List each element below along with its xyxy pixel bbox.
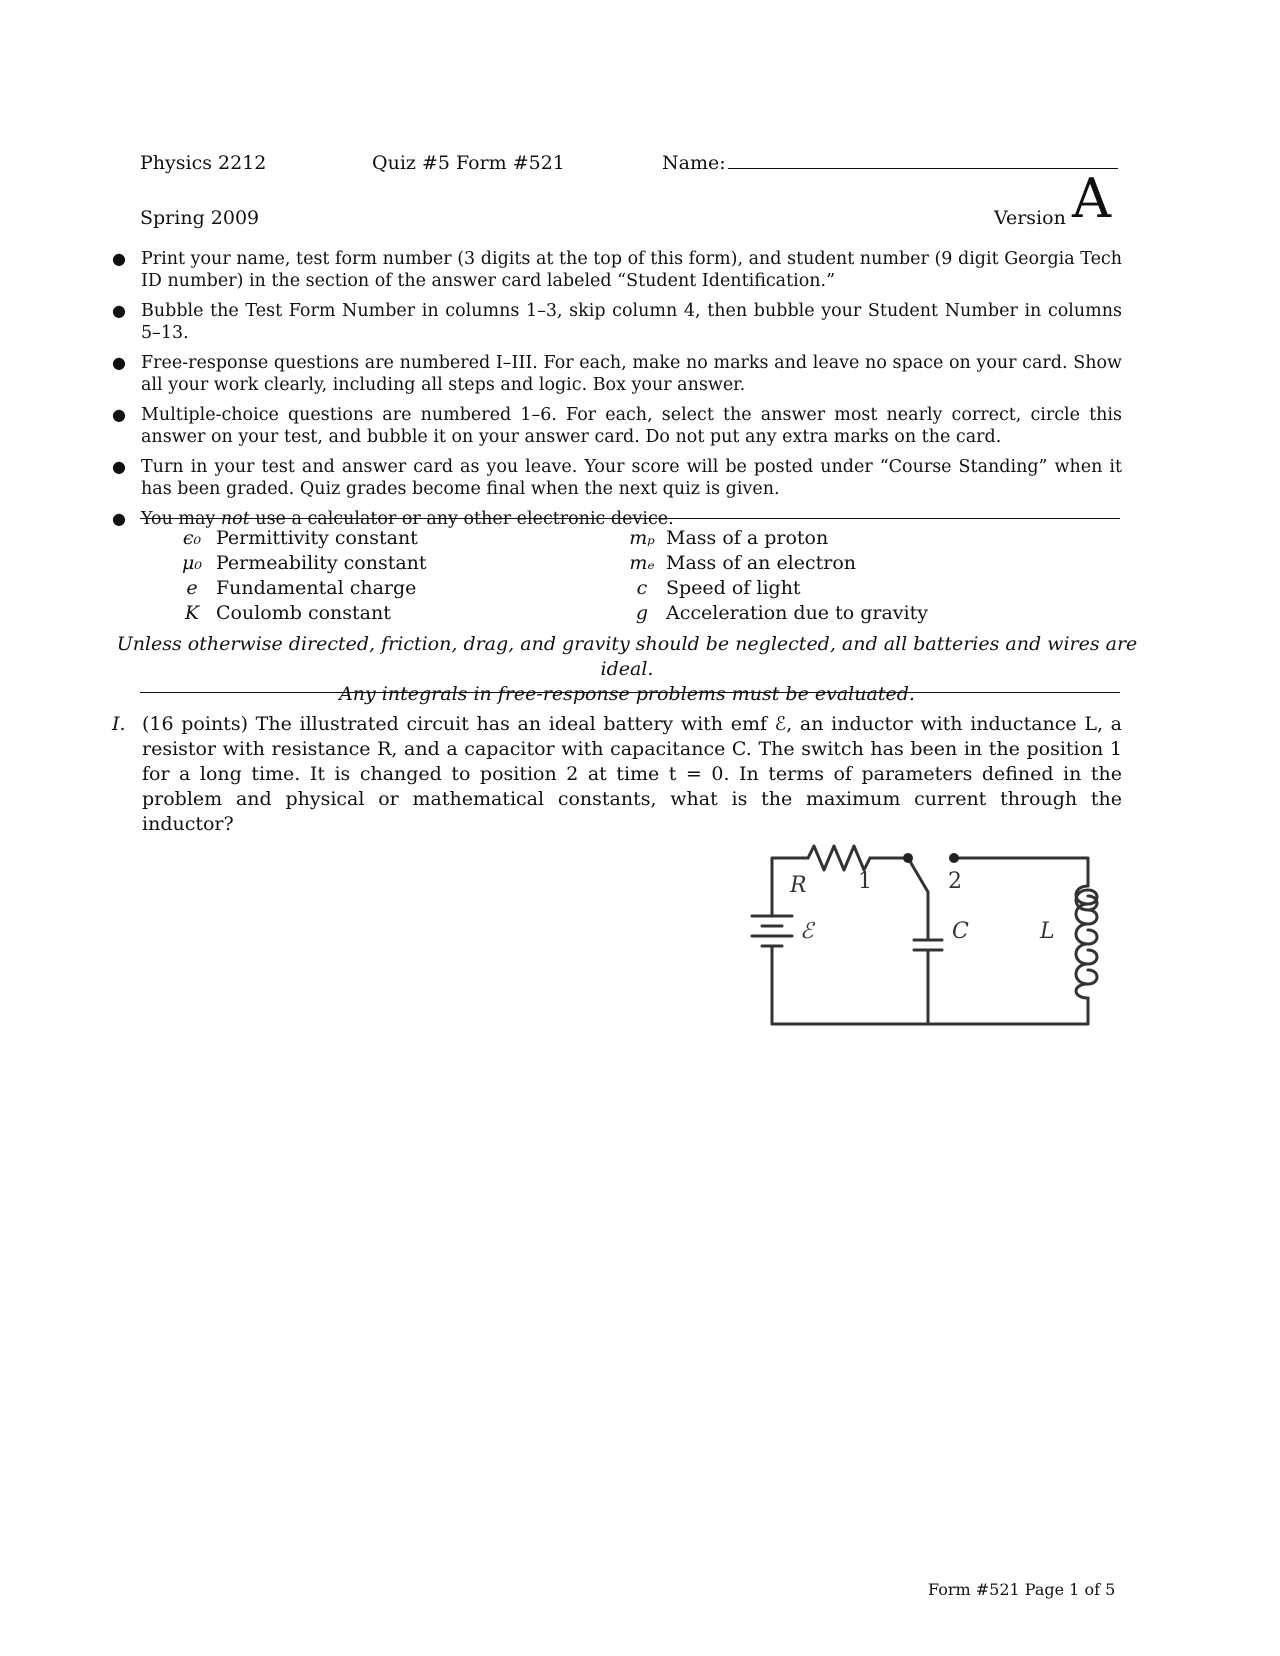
quiz-form: Quiz #5 Form #521 — [372, 152, 565, 174]
version-letter: A — [1072, 167, 1111, 230]
bullet-icon: ● — [112, 353, 126, 372]
switch-arm — [908, 858, 928, 940]
general-notes: Unless otherwise directed, friction, drag, and gravity should be neglected, and all batteries and wires are ideal. Any integrals in free-response problems must be evaluated. — [116, 633, 1138, 705]
course-title: Physics 2212 — [140, 152, 267, 174]
problem-text: (16 points) The illustrated circuit has an ideal battery with emf ℰ, an inductor with inductance L, a resistor with resistance R, and a capacitor with capacitance C. The switch has been in the position 1 for a long time. It is changed to position 2 at time t = 0. In terms of parameters defined in the problem and physical or mathematical constants, what is the maximum current through the inductor? — [142, 713, 1122, 835]
version-label: Version — [994, 207, 1066, 229]
switch-position-1-label: 1 — [858, 869, 872, 894]
name-line[interactable] — [728, 168, 1118, 169]
constant-row: K Coulomb constant — [184, 602, 391, 624]
inductor-label: L — [1040, 919, 1055, 944]
instruction-item: ● You may not use a calculator or any other electronic device. — [112, 509, 674, 529]
instruction-item: ● Turn in your test and answer card as you leave. Your score will be posted under “Course Standing” when it has been graded. Quiz grades become final when the next quiz is given. — [112, 457, 1122, 499]
name-label: Name: — [662, 152, 726, 174]
switch-terminal-1 — [903, 853, 913, 863]
wire — [954, 858, 1088, 886]
bullet-icon: ● — [112, 457, 126, 476]
constant-row: μ₀ Permeability constant — [182, 552, 427, 574]
emf-label: ℰ — [800, 919, 814, 944]
bullet-icon: ● — [112, 249, 126, 268]
constant-row: e Fundamental charge — [186, 577, 417, 599]
switch-terminal-2 — [949, 853, 959, 863]
bullet-icon: ● — [112, 509, 126, 528]
instructions-list — [112, 248, 1122, 538]
constants-left — [168, 526, 427, 626]
constant-row: c Speed of light — [636, 577, 801, 599]
constant-row: ϵ₀ Permittivity constant — [182, 527, 418, 549]
constant-row: mₑ Mass of an electron — [629, 552, 857, 574]
problem-number: I. — [112, 713, 126, 735]
page-footer: Form #521 Page 1 of 5 — [928, 1580, 1116, 1599]
divider — [140, 692, 1120, 693]
inductor-symbol — [1076, 886, 1097, 998]
resistor-symbol — [808, 846, 870, 870]
instruction-item: ● Free-response questions are numbered I–III. For each, make no marks and leave no space on your card. Show all your work clearly, including all steps and logic. Box your answer. — [112, 353, 1122, 395]
capacitor-label: C — [952, 919, 969, 944]
constants-right — [618, 526, 928, 626]
resistor-label: R — [790, 873, 807, 898]
term: Spring 2009 — [140, 207, 260, 229]
wire — [772, 998, 1088, 1024]
bullet-icon: ● — [112, 405, 126, 424]
constant-row: g Acceleration due to gravity — [635, 602, 928, 624]
constant-row: mₚ Mass of a proton — [629, 527, 829, 549]
problem-1 — [112, 712, 1122, 837]
instruction-item: ● Bubble the Test Form Number in columns 1–3, skip column 4, then bubble your Student Number in columns 5–13. — [112, 301, 1122, 343]
instruction-item: ● Multiple-choice questions are numbered 1–6. For each, select the answer most nearly correct, circle this answer on your test, and bubble it on your answer card. Do not put any extra marks on the card. — [112, 405, 1122, 447]
bullet-icon: ● — [112, 301, 126, 320]
circuit-diagram — [740, 830, 1120, 1030]
instruction-item: ● Print your name, test form number (3 digits at the top of this form), and student number (9 digit Georgia Tech ID number) in the section of the answer card labeled “Student Identification.” — [112, 249, 1122, 291]
divider — [140, 518, 1120, 519]
switch-position-2-label: 2 — [948, 869, 962, 894]
